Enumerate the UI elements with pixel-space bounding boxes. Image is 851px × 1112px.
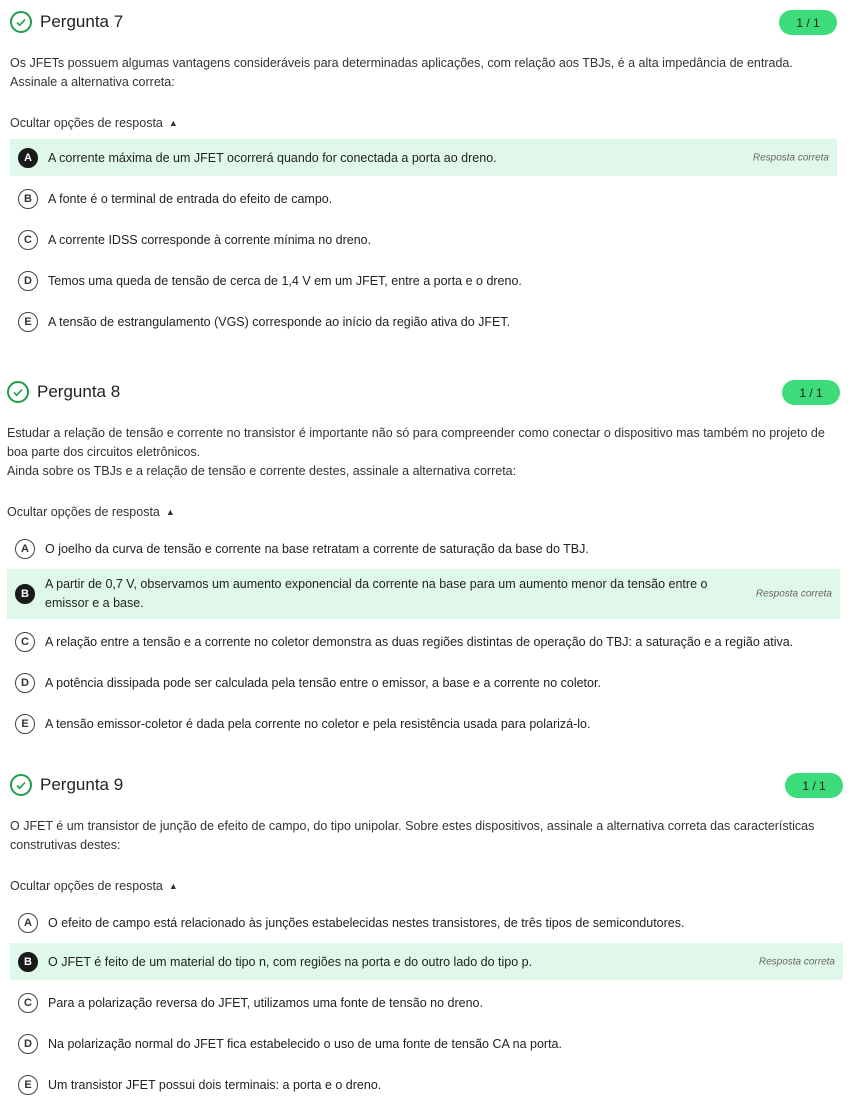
option-letter: D [18,271,38,291]
question-statement [7,424,840,481]
answer-options [10,139,837,342]
option-letter: A [15,539,35,559]
statement-line: Os JFETs possuem algumas vantagens consideráveis para determinadas aplicações, com relação aos TBJs, é a alta impedância de entrada. [10,56,793,70]
toggle-label: Ocultar opções de resposta [10,116,163,130]
statement-line: Estudar a relação de tensão e corrente no transistor é importante não só para compreender como conectar o dispositivo mas também no projeto de boa parte dos circuitos eletrônicos. [7,426,825,459]
option-letter: B [18,189,38,209]
answer-option-c[interactable] [10,219,837,260]
option-letter: C [18,230,38,250]
question-header [7,370,840,414]
toggle-label: Ocultar opções de resposta [10,879,163,893]
check-circle-icon [7,381,29,403]
option-letter: B [18,952,38,972]
option-letter: A [18,913,38,933]
hide-options-toggle[interactable] [7,502,840,522]
option-text: A corrente IDSS corresponde à corrente mínima no dreno. [48,232,372,247]
score-badge: 1 / 1 [785,773,843,798]
answer-option-a[interactable] [10,902,843,943]
option-text: A partir de 0,7 V, observamos um aumento exponencial da corrente na base para um aumento menor da tensão entre o emissor e a base. [45,577,708,610]
question-7 [10,0,837,342]
answer-option-d[interactable] [10,260,837,301]
option-letter: A [18,148,38,168]
answer-option-e[interactable] [7,703,840,744]
chevron-up-icon: ▲ [168,118,178,128]
answer-option-a[interactable] [10,139,837,176]
option-letter: E [15,714,35,734]
question-8 [7,370,840,744]
answer-option-d[interactable] [10,1023,843,1064]
answer-option-e[interactable] [10,301,837,342]
option-text: A corrente máxima de um JFET ocorrerá quando for conectada a porta ao dreno. [48,150,497,165]
correct-answer-tag: Resposta correta [758,956,835,967]
score-badge: 1 / 1 [779,10,837,35]
statement-line: Ainda sobre os TBJs e a relação de tensão e corrente destes, assinale a alternativa correta: [7,464,517,478]
check-circle-icon [10,774,32,796]
question-title: Pergunta 8 [37,382,121,401]
correct-answer-tag: Resposta correta [755,588,832,600]
option-text: A tensão emissor-coletor é dada pela corrente no coletor e pela resistência usada para polarizá-lo. [45,716,591,731]
question-title: Pergunta 9 [40,775,124,794]
option-text: A relação entre a tensão e a corrente no coletor demonstra as duas regiões distintas de operação do TBJ: a saturação e a região ativa. [45,634,794,649]
option-text: Na polarização normal do JFET fica estabelecido o uso de uma fonte de tensão CA na porta. [48,1036,562,1051]
statement-line: O JFET é um transistor de junção de efeito de campo, do tipo unipolar. Sobre estes dispositivos, assinale a alternativa correta das características construtivas destes: [10,819,815,852]
answer-option-a[interactable] [7,528,840,569]
answer-option-b[interactable] [7,569,840,619]
answer-options [10,902,843,1105]
answer-option-e[interactable] [10,1064,843,1105]
option-letter: C [15,632,35,652]
option-letter: D [15,673,35,693]
option-letter: D [18,1034,38,1054]
option-text: O JFET é feito de um material do tipo n, com regiões na porta e do outro lado do tipo p. [48,954,533,969]
statement-line: Assinale a alternativa correta: [10,75,175,89]
question-9 [10,763,843,1105]
option-text: Para a polarização reversa do JFET, utilizamos uma fonte de tensão no dreno. [48,995,483,1010]
option-text: A tensão de estrangulamento (VGS) corresponde ao início da região ativa do JFET. [48,314,511,329]
answer-option-c[interactable] [7,621,840,662]
option-text: O joelho da curva de tensão e corrente na base retratam a corrente de saturação da base do TBJ. [45,541,589,556]
option-letter: B [15,584,35,604]
answer-option-c[interactable] [10,982,843,1023]
answer-option-b[interactable] [10,178,837,219]
answer-option-d[interactable] [7,662,840,703]
chevron-up-icon: ▲ [168,881,178,891]
option-text: A fonte é o terminal de entrada do efeito de campo. [48,191,333,206]
chevron-up-icon: ▲ [165,507,175,517]
hide-options-toggle[interactable] [10,876,843,896]
question-statement [10,817,843,855]
toggle-label: Ocultar opções de resposta [7,505,160,519]
option-text: Temos uma queda de tensão de cerca de 1,4 V em um JFET, entre a porta e o dreno. [48,273,522,288]
answer-options [7,528,840,744]
question-title: Pergunta 7 [40,12,124,31]
check-circle-icon [10,11,32,33]
question-header [10,763,843,807]
question-header [10,0,837,44]
option-letter: C [18,993,38,1013]
option-text: A potência dissipada pode ser calculada pela tensão entre o emissor, a base e a corrente no coletor. [45,675,601,690]
option-letter: E [18,1075,38,1095]
correct-answer-tag: Resposta correta [752,152,829,163]
option-text: O efeito de campo está relacionado às junções estabelecidas nestes transistores, de três tipos de semicondutores. [48,915,685,930]
score-badge: 1 / 1 [782,380,840,405]
hide-options-toggle[interactable] [10,113,837,133]
option-text: Um transistor JFET possui dois terminais: a porta e o dreno. [48,1077,382,1092]
answer-option-b[interactable] [10,943,843,980]
question-statement [10,54,837,92]
option-letter: E [18,312,38,332]
